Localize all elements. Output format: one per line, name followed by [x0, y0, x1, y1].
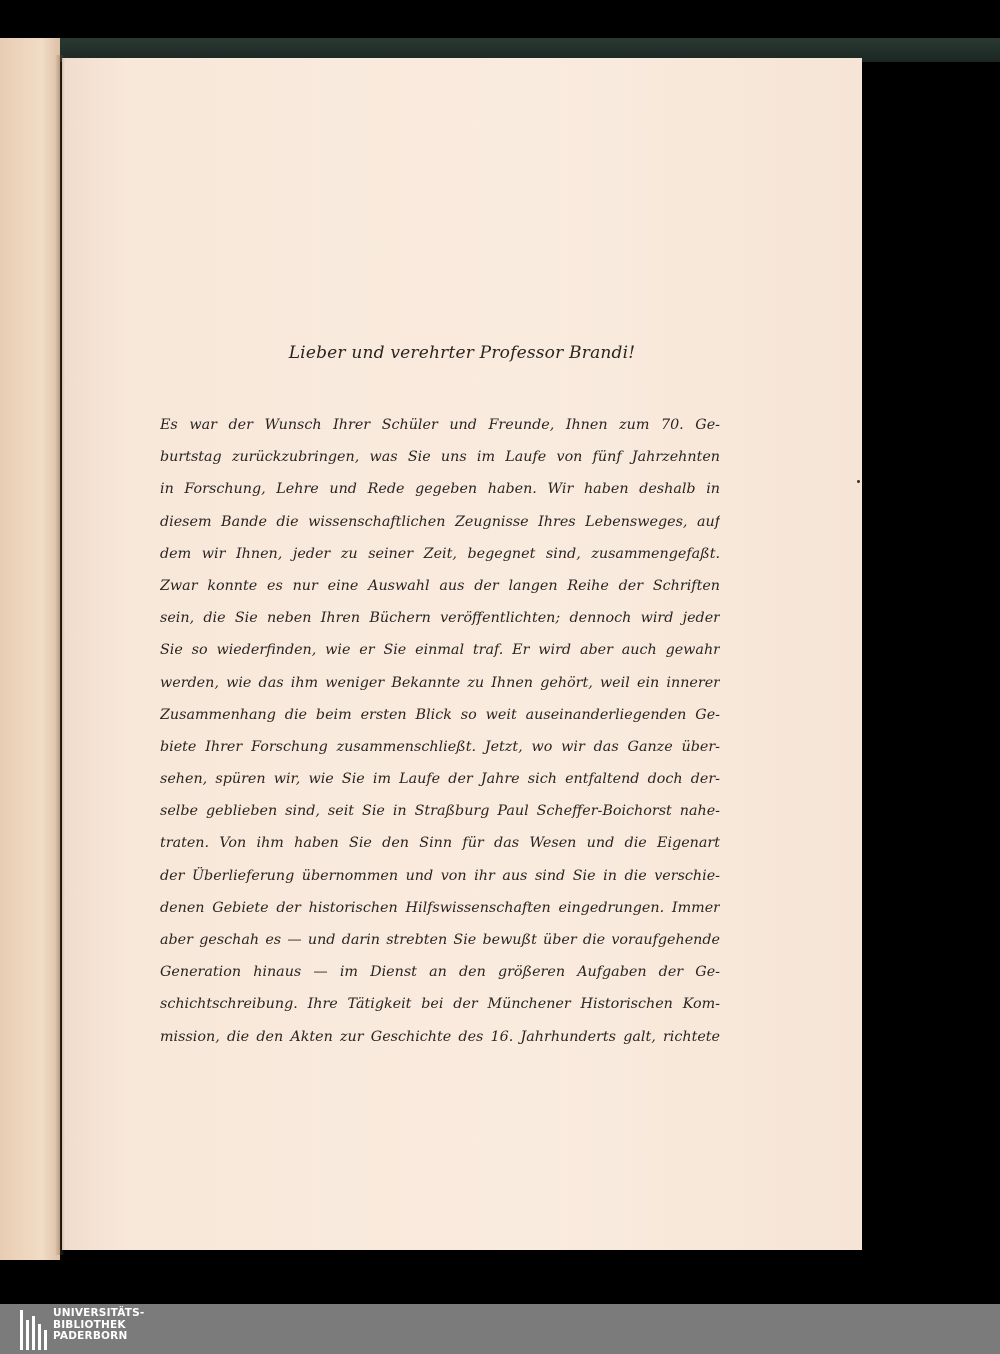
text-line: aber geschah es — und darin strebten Sie bewußt über die voraufgehende — [160, 932, 720, 948]
text-line: biete Ihrer Forschung zusammenschließt. Jetzt, wo wir das Ganze über- — [160, 738, 720, 755]
text-line: in Forschung, Lehre und Rede gegeben haben. Wir haben deshalb in — [160, 481, 720, 498]
text-line: traten. Von ihm haben Sie den Sinn für das Wesen und die Eigenart — [160, 835, 720, 852]
text-line: werden, wie das ihm weniger Bekannte zu Ihnen gehört, weil ein innerer — [160, 674, 720, 691]
library-logo-text: UNIVERSITÄTS- BIBLIOTHEK PADERBORN — [53, 1307, 145, 1342]
text-line: Zwar konnte es nur eine Auswahl aus der langen Reihe der Schriften — [160, 577, 720, 594]
text-line: Zusammenhang die beim ersten Blick so weit auseinanderliegenden Ge- — [160, 706, 720, 723]
text-line: diesem Bande die wissenschaftlichen Zeugnisse Ihres Lebensweges, auf — [160, 513, 720, 530]
library-logo-icon — [20, 1310, 50, 1350]
left-page-edge — [0, 38, 60, 1260]
text-line: selbe geblieben sind, seit Sie in Straßburg Paul Scheffer-Boichorst nahe- — [160, 803, 720, 820]
letter-body — [160, 409, 720, 1053]
text-line: sehen, spüren wir, wie Sie im Laufe der Jahre sich entfaltend doch der- — [160, 771, 720, 788]
footer-bar — [0, 1304, 1000, 1354]
letter-salutation: Lieber und verehrter Professor Brandi! — [288, 343, 636, 363]
text-line: burtstag zurückzubringen, was Sie uns im Laufe von fünf Jahrzehnten — [160, 449, 720, 466]
text-line: Generation hinaus — im Dienst an den größeren Aufgaben der Ge- — [160, 964, 720, 981]
text-line: schichtschreibung. Ihre Tätigkeit bei der Münchener Historischen Kom- — [160, 996, 720, 1013]
text-line: Sie so wiederfinden, wie er Sie einmal traf. Er wird aber auch gewahr — [160, 642, 720, 659]
text-line: denen Gebiete der historischen Hilfswissenschaften eingedrungen. Immer — [160, 899, 720, 916]
text-line: mission, die den Akten zur Geschichte des 16. Jahrhunderts galt, richtete — [160, 1028, 720, 1045]
text-line: sein, die Sie neben Ihren Büchern veröffentlichten; dennoch wird jeder — [160, 610, 720, 627]
spine-shadow — [55, 55, 65, 1255]
text-line: Es war der Wunsch Ihrer Schüler und Freunde, Ihnen zum 70. Ge- — [160, 417, 720, 433]
text-line: dem wir Ihnen, jeder zu seiner Zeit, begegnet sind, zusammengefaßt. — [160, 545, 720, 562]
text-line: der Überlieferung übernommen und von ihr aus sind Sie in die verschie- — [160, 867, 720, 884]
paper-speck — [857, 480, 860, 483]
